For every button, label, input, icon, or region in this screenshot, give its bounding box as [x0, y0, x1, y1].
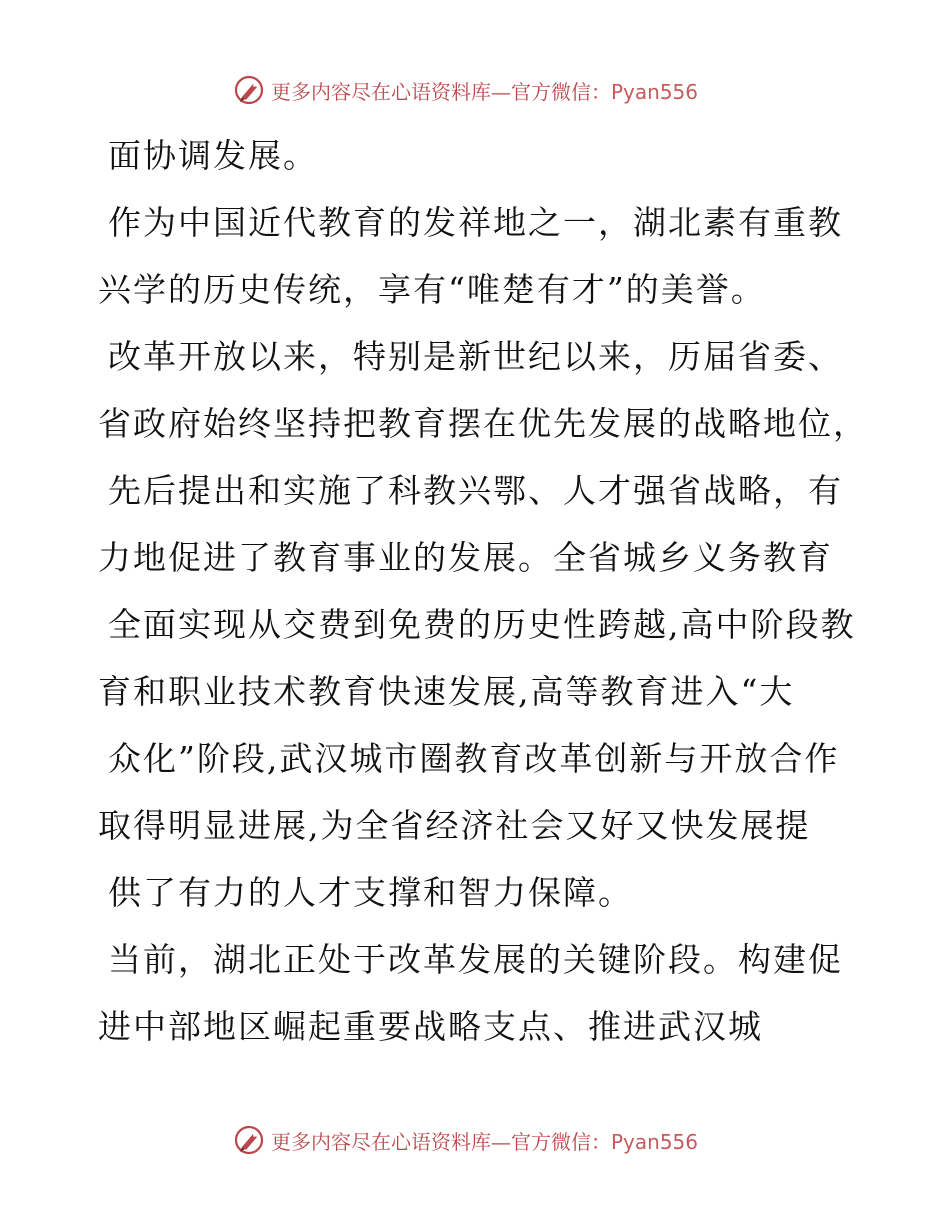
text-line: 兴学的历史传统，享有“唯楚有才”的美誉。 [98, 270, 766, 309]
text-line: 众化”阶段,武汉城市圈教育改革创新与开放合作 [108, 739, 840, 778]
watermark-label: 更多内容尽在心语资料库—官方微信： [271, 79, 611, 104]
text-line: 育和职业技术教育快速发展,高等教育进入“大 [98, 672, 795, 711]
document-body [98, 122, 868, 1060]
text-line: 当前，湖北正处于改革发展的关键阶段。构建促 [108, 940, 843, 979]
text-line: 取得明显进展,为全省经济社会又好又快发展提 [98, 806, 811, 845]
text-line: 进中部地区崛起重要战略支点、推进武汉城 [98, 1007, 763, 1046]
footer-watermark [233, 1122, 753, 1158]
text-line: 供了有力的人才支撑和智力保障。 [108, 873, 633, 912]
watermark-text [271, 1126, 698, 1155]
text-line: 面协调发展。 [108, 136, 318, 175]
text-line: 先后提出和实施了科教兴鄂、人才强省战略，有 [108, 471, 843, 510]
watermark-handle: Pyan556 [611, 1129, 699, 1154]
text-line: 力地促进了教育事业的发展。全省城乡义务教育 [98, 538, 833, 577]
watermark-label: 更多内容尽在心语资料库—官方微信： [271, 1129, 611, 1154]
watermark-handle: Pyan556 [611, 79, 699, 104]
watermark-text [271, 76, 698, 105]
text-line: 省政府始终坚持把教育摆在优先发展的战略地位， [98, 404, 868, 443]
fountain-pen-logo-icon [233, 1124, 265, 1156]
fountain-pen-logo-icon [233, 74, 265, 106]
text-line: 全面实现从交费到免费的历史性跨越,高中阶段教 [108, 605, 856, 644]
header-watermark [233, 72, 753, 108]
text-line: 改革开放以来，特别是新世纪以来，历届省委、 [108, 337, 843, 376]
text-line: 作为中国近代教育的发祥地之一，湖北素有重教 [108, 203, 843, 242]
